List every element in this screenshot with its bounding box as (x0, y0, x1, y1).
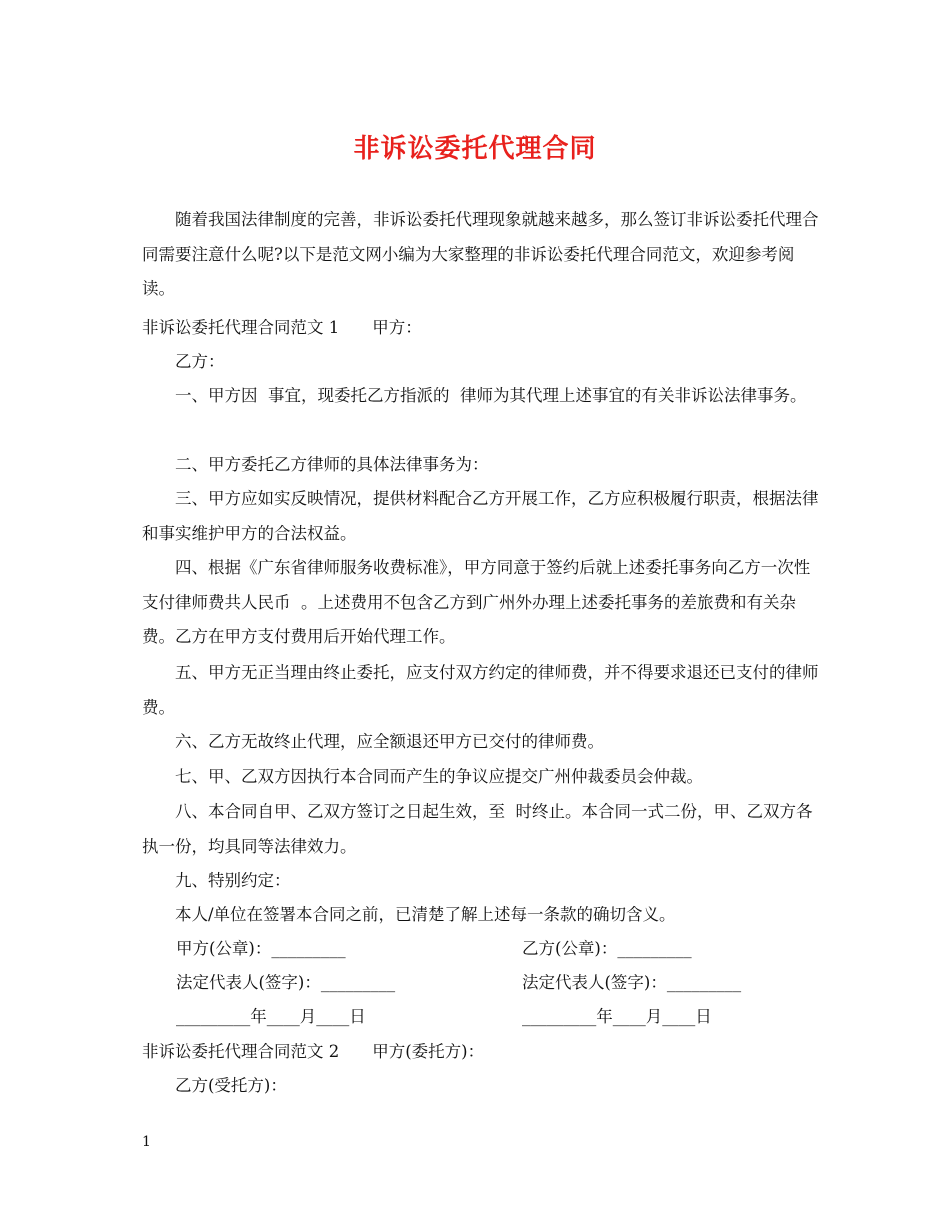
sample1-heading: 非诉讼委托代理合同范文 1 甲方： (142, 318, 422, 337)
clause-2: 二、甲方委托乙方律师的具体法律事务为： (175, 455, 489, 474)
clause-6: 六、乙方无故终止代理，应全额退还甲方已交付的律师费。 (175, 732, 604, 751)
document-title: 非诉讼委托代理合同 (353, 134, 597, 164)
page-number: 1 (142, 1134, 151, 1150)
party-a-representative-line: 法定代表人(签字)：_________ (176, 973, 396, 992)
party-b-line: 乙方： (175, 352, 225, 371)
acknowledgement-text: 本人/单位在签署本合同之前，已清楚了解上述每一条款的确切含义。 (175, 905, 676, 924)
clause-1: 一、甲方因 事宜，现委托乙方指派的 律师为其代理上述事宜的有关非诉讼法律事务。 (175, 386, 807, 405)
clause-8: 八、本合同自甲、乙双方签订之日起生效，至 时终止。本合同一式二份，甲、乙双方各执一份，均具同等法律效力。 (142, 802, 813, 856)
party-b-client-line: 乙方(受托方)： (175, 1076, 287, 1095)
clause-9: 九、特别约定： (175, 871, 291, 890)
intro-paragraph: 随着我国法律制度的完善，非诉讼委托代理现象就越来越多，那么签订非诉讼委托代理合同需要注意什么呢?以下是范文网小编为大家整理的非诉讼委托代理合同范文，欢迎参考阅读。 (142, 210, 819, 298)
clause-3: 三、甲方应如实反映情况，提供材料配合乙方开展工作，乙方应积极履行职责，根据法律和事实维护甲方的合法权益。 (142, 489, 819, 543)
clause-4: 四、根据《广东省律师服务收费标准》，甲方同意于签约后就上述委托事务向乙方一次性支付律师费共人民币 。上述费用不包含乙方到广州外办理上述委托事务的差旅费和有关杂费。乙方在甲方支付费用后开始代理工作。 (142, 558, 811, 646)
sample2-heading: 非诉讼委托代理合同范文 2 甲方(委托方)： (142, 1042, 485, 1061)
party-b-seal-line: 乙方(公章)：_________ (522, 939, 692, 958)
party-b-representative-line: 法定代表人(签字)：_________ (522, 973, 742, 992)
clause-5: 五、甲方无正当理由终止委托，应支付双方约定的律师费，并不得要求退还已支付的律师费。 (142, 663, 819, 717)
clause-7: 七、甲、乙双方因执行本合同而产生的争议应提交广州仲裁委员会仲裁。 (175, 767, 703, 786)
party-a-date-line: _________年____月____日 (176, 1007, 366, 1026)
party-b-date-line: _________年____月____日 (522, 1007, 712, 1026)
party-a-seal-line: 甲方(公章)：_________ (176, 939, 346, 958)
